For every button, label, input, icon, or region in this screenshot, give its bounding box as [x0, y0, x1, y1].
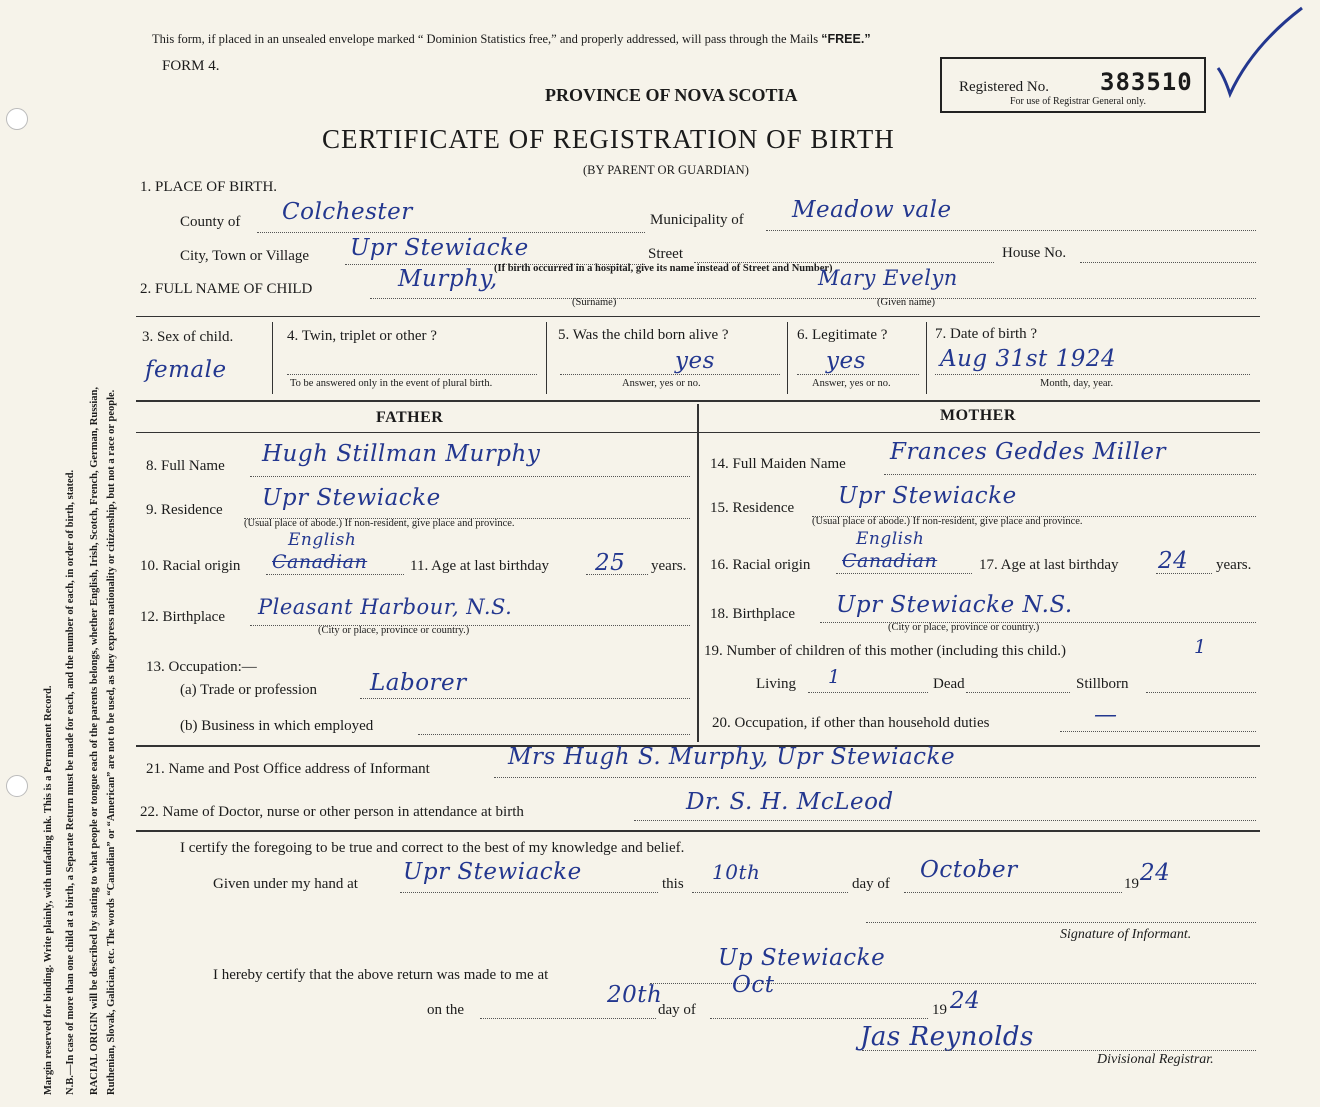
- city-value: Upr Stewiacke: [350, 235, 529, 261]
- margin-note-4: Ruthenian, Slovak, Galician, etc. The words “Canadian” or “American” are not to be used, as they express nationality or citizenship, but not a race or people.: [106, 389, 117, 1095]
- registrar-day: 20th: [607, 982, 663, 1008]
- page-subtitle: (BY PARENT OR GUARDIAN): [583, 163, 749, 177]
- child-name-label: 2. FULL NAME OF CHILD: [140, 281, 313, 297]
- mother-race-label: 16. Racial origin: [710, 557, 811, 573]
- mother-race: English: [856, 529, 925, 549]
- mother-years: years.: [1216, 557, 1252, 573]
- informant-signature-label: Signature of Informant.: [1060, 927, 1192, 942]
- father-business-label: (b) Business in which employed: [180, 718, 374, 734]
- mother-residence: Upr Stewiacke: [838, 483, 1017, 509]
- father-age: 25: [595, 550, 626, 576]
- registrar-month: Oct: [732, 972, 775, 998]
- given-name-label: (Given name): [877, 297, 936, 308]
- mother-birthplace-note: (City or place, province or country.): [888, 622, 1040, 633]
- mail-notice-text: This form, if placed in an unsealed envelope marked “ Dominion Statistics free,” and properly addressed, will pass through the Mails: [152, 32, 819, 46]
- father-trade-label: (a) Trade or profession: [180, 682, 318, 698]
- registered-label: Registered No.: [959, 79, 1049, 95]
- mother-children-label: 19. Number of children of this mother (including this child.): [704, 643, 1067, 659]
- father-birthplace-label: 12. Birthplace: [140, 609, 225, 625]
- legitimate-label: 6. Legitimate ?: [797, 327, 888, 343]
- alive-value: yes: [675, 348, 715, 374]
- living-label: Living: [756, 676, 796, 692]
- father-birthplace: Pleasant Harbour, N.S.: [258, 595, 513, 619]
- doctor-label: 22. Name of Doctor, nurse or other person in attendance at birth: [140, 804, 524, 820]
- child-given-name: Mary Evelyn: [818, 266, 958, 290]
- province-heading: PROVINCE OF NOVA SCOTIA: [545, 85, 798, 105]
- registrar-year-prefix: 19: [932, 1002, 947, 1018]
- dead-label: Dead: [933, 676, 965, 692]
- street-label: Street: [648, 246, 683, 262]
- binding-hole: [6, 108, 28, 130]
- city-label: City, Town or Village: [180, 248, 310, 264]
- doctor-value: Dr. S. H. McLeod: [686, 789, 894, 815]
- mother-name: Frances Geddes Miller: [890, 439, 1166, 465]
- father-name-label: 8. Full Name: [146, 458, 225, 474]
- municipality-value: Meadow vale: [792, 197, 952, 223]
- dob-note: Month, day, year.: [1040, 378, 1114, 389]
- father-race-label: 10. Racial origin: [140, 558, 241, 574]
- sex-label: 3. Sex of child.: [142, 329, 234, 345]
- registrar-statement: I hereby certify that the above return was made to me at: [213, 967, 549, 983]
- place-heading: 1. PLACE OF BIRTH.: [140, 179, 278, 195]
- mother-race-struck: Canadian: [842, 550, 938, 572]
- mother-residence-note: (Usual place of abode.) If non-resident, give place and province.: [812, 516, 1083, 527]
- surname-label: (Surname): [572, 297, 617, 308]
- mail-notice: [152, 32, 871, 47]
- stillborn-label: Stillborn: [1076, 676, 1129, 692]
- father-residence-note: (Usual place of abode.) If non-resident, give place and province.: [244, 518, 515, 529]
- twin-label: 4. Twin, triplet or other ?: [287, 328, 437, 344]
- cert-given-label: Given under my hand at: [213, 876, 358, 892]
- registered-number-box: [940, 57, 1206, 113]
- mother-age-label: 17. Age at last birthday: [979, 557, 1119, 573]
- legitimate-value: yes: [826, 348, 866, 374]
- mother-age: 24: [1158, 548, 1189, 574]
- cert-year: 24: [1140, 860, 1171, 886]
- street-note: (If birth occurred in a hospital, give its name instead of Street and Number): [494, 263, 833, 274]
- living-value: 1: [828, 666, 841, 688]
- cert-year-prefix: 19: [1124, 876, 1139, 892]
- twin-note: To be answered only in the event of plural birth.: [290, 378, 493, 389]
- margin-note-2: N.B.—In case of more than one child at a birth, a Separate Return must be made for each, and the number of each, in order of birth, stated.: [65, 469, 76, 1095]
- father-age-label: 11. Age at last birthday: [410, 558, 549, 574]
- cert-dayof-label: day of: [852, 876, 890, 892]
- alive-label: 5. Was the child born alive ?: [558, 327, 729, 343]
- father-race: English: [288, 530, 357, 550]
- registrar-dayof-label: day of: [658, 1002, 696, 1018]
- dob-value: Aug 31st 1924: [940, 346, 1117, 372]
- cert-statement: I certify the foregoing to be true and correct to the best of my knowledge and belief.: [180, 840, 685, 856]
- municipality-label: Municipality of: [650, 212, 744, 228]
- form-number: FORM 4.: [162, 58, 220, 74]
- mother-birthplace-label: 18. Birthplace: [710, 606, 795, 622]
- cert-place: Upr Stewiacke: [403, 859, 582, 885]
- father-years: years.: [651, 558, 687, 574]
- margin-note-3: RACIAL ORIGIN will be described by stating to what people or tongue each of the parents belongs, whether English, Irish, Scotch, French, German, Russian,: [89, 386, 100, 1095]
- mother-occupation: —: [1094, 702, 1118, 728]
- father-trade: Laborer: [370, 670, 467, 696]
- registrar-place: Up Stewiacke: [718, 945, 886, 971]
- father-birthplace-note: (City or place, province or country.): [318, 625, 470, 636]
- father-occupation-label: 13. Occupation:—: [146, 659, 257, 675]
- mother-occupation-label: 20. Occupation, if other than household duties: [712, 715, 990, 731]
- mother-birthplace: Upr Stewiacke N.S.: [836, 592, 1073, 618]
- father-race-struck: Canadian: [272, 551, 368, 573]
- registered-number: 383510: [1100, 68, 1193, 96]
- house-number-label: House No.: [1002, 245, 1067, 261]
- child-surname: Murphy,: [398, 266, 498, 292]
- binding-hole: [6, 775, 28, 797]
- alive-note: Answer, yes or no.: [622, 378, 701, 389]
- registrar-year: 24: [950, 988, 981, 1014]
- registrar-signature-label: Divisional Registrar.: [1097, 1052, 1214, 1067]
- sex-value: female: [145, 357, 227, 383]
- county-value: Colchester: [282, 199, 413, 225]
- legitimate-note: Answer, yes or no.: [812, 378, 891, 389]
- father-heading: FATHER: [376, 409, 444, 426]
- cert-month: October: [920, 857, 1018, 883]
- mother-name-label: 14. Full Maiden Name: [710, 456, 846, 472]
- registrar-on-label: on the: [427, 1002, 465, 1018]
- margin-note-1: Margin reserved for binding. Write plainly, with unfading ink. This is a Permanent Record.: [43, 685, 54, 1095]
- informant-label: 21. Name and Post Office address of Informant: [146, 761, 430, 777]
- page-title: CERTIFICATE OF REGISTRATION OF BIRTH: [322, 124, 895, 154]
- mother-heading: MOTHER: [940, 407, 1016, 424]
- checkmark-icon: [1210, 6, 1310, 106]
- father-residence-label: 9. Residence: [146, 502, 223, 518]
- registrar-signature: Jas Reynolds: [860, 1022, 1034, 1052]
- cert-day: 10th: [712, 860, 761, 884]
- mother-residence-label: 15. Residence: [710, 500, 795, 516]
- father-residence: Upr Stewiacke: [262, 485, 441, 511]
- mother-children: 1: [1194, 636, 1207, 658]
- mail-notice-free: “FREE.”: [821, 32, 871, 46]
- dob-label: 7. Date of birth ?: [935, 326, 1038, 342]
- informant-value: Mrs Hugh S. Murphy, Upr Stewiacke: [508, 744, 956, 770]
- father-name: Hugh Stillman Murphy: [262, 441, 541, 467]
- county-label: County of: [180, 214, 241, 230]
- cert-this-label: this: [662, 876, 684, 892]
- registered-note: For use of Registrar General only.: [1010, 96, 1146, 107]
